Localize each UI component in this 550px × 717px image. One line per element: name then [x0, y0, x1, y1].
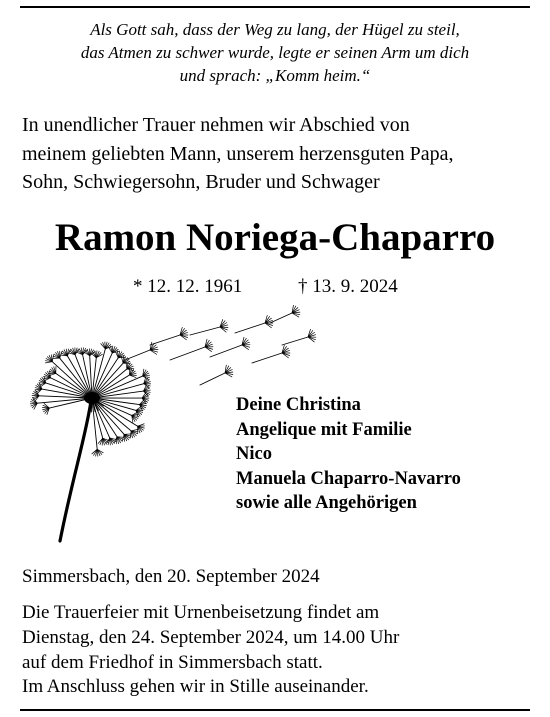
mourner-name: Deine Christina	[236, 395, 361, 415]
motto-line: Als Gott sah, dass der Weg zu lang, der Hügel zu steil,	[90, 20, 460, 39]
bottom-border-line	[20, 709, 530, 711]
intro-line: meinem geliebten Mann, unserem herzensguten Papa,	[22, 142, 454, 165]
ceremony-line: Die Trauerfeier mit Urnenbeisetzung findet am	[22, 602, 380, 623]
motto-verse	[30, 18, 520, 87]
mourner-name: Manuela Chaparro-Navarro	[236, 468, 461, 489]
motto-line: das Atmen zu schwer wurde, legte er seinen Arm um dich	[80, 43, 470, 62]
place-and-date: Simmersbach, den 20. September 2024	[22, 566, 320, 587]
ceremony-line: Dienstag, den 24. September 2024, um 14.00 Uhr	[22, 626, 400, 648]
mourners-list	[236, 393, 536, 516]
intro-text	[22, 111, 532, 197]
ceremony-line: auf dem Friedhof in Simmersbach statt.	[22, 651, 323, 673]
motto-line: und sprach: „Komm heim.“	[179, 66, 371, 85]
death-date: † 13. 9. 2024	[298, 276, 398, 297]
mourner-name: Nico	[236, 444, 272, 464]
birth-date: * 12. 12. 1961	[133, 276, 243, 297]
intro-line: Sohn, Schwiegersohn, Bruder und Schwager	[22, 171, 380, 193]
deceased-name: Ramon Noriega-Chaparro	[54, 216, 496, 259]
intro-line: In unendlicher Trauer nehmen wir Abschied von	[22, 114, 410, 136]
top-border-line	[20, 6, 530, 8]
ceremony-line: Im Anschluss gehen wir in Stille auseinander.	[22, 676, 369, 698]
mourner-name: Angelique mit Familie	[236, 419, 412, 440]
ceremony-info	[22, 601, 537, 700]
mourner-name: sowie alle Angehörigen	[236, 493, 417, 513]
